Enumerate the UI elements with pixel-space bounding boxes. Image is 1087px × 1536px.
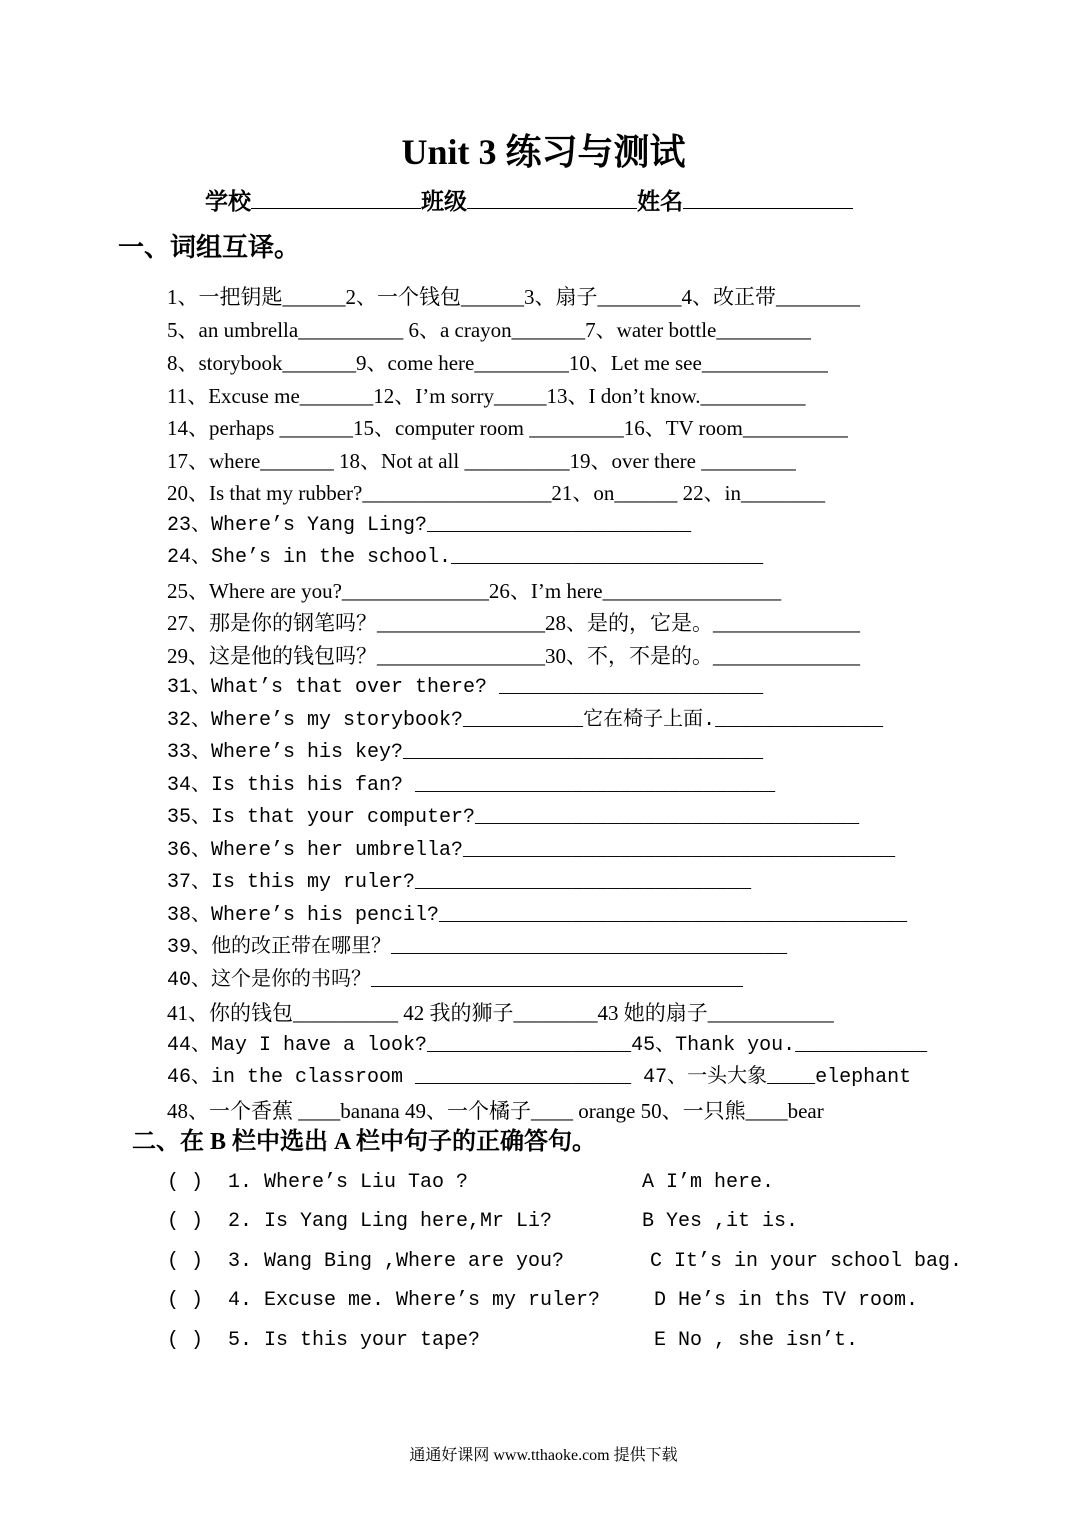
section2-heading: 二、在 B 栏中选出 A 栏中句子的正确答句。: [132, 1129, 597, 1155]
column-b-answer: D He’s in ths TV room.: [654, 1289, 919, 1312]
exercise-line: 1、一把钥匙______2、一个钱包______3、扇子________4、改正带________: [167, 285, 860, 309]
answer-paren[interactable]: ( ): [167, 1289, 204, 1312]
answer-paren[interactable]: ( ): [167, 1250, 204, 1273]
student-info-line: [205, 182, 905, 218]
column-a-sentence: 4. Excuse me. Where’s my ruler?: [228, 1289, 601, 1312]
footer-credit: 通通好课网 www.tthaoke.com 提供下载: [409, 1447, 678, 1464]
name-label: 姓名: [637, 189, 683, 214]
exercise-line: 38、Where’s his pencil?_______________________________________: [167, 904, 908, 927]
column-b-answer: C It’s in your school bag.: [650, 1250, 963, 1273]
exercise-line: 39、他的改正带在哪里？_________________________________: [167, 936, 788, 959]
exercise-line: 24、She’s in the school.__________________________: [167, 546, 764, 569]
column-b-answer: B Yes ,it is.: [642, 1210, 799, 1233]
exercise-line: 5、an umbrella__________ 6、a crayon_______7、water bottle_________: [167, 318, 811, 342]
exercise-line: 37、Is this my ruler?____________________________: [167, 871, 752, 894]
column-a-sentence: 5. Is this your tape?: [228, 1329, 481, 1352]
exercise-line: 27、那是你的钢笔吗？________________28、是的，它是。______________: [167, 611, 860, 635]
exercise-line: 46、in the classroom __________________ 47、一头大象____elephant: [167, 1066, 912, 1089]
column-b-answer: E No , she isn’t.: [654, 1329, 859, 1352]
section1-heading: 一、词组互译。: [118, 233, 301, 262]
exercise-line: 20、Is that my rubber?__________________21、on______ 22、in________: [167, 481, 825, 505]
exercise-line: 25、Where are you?______________26、I’m here_________________: [167, 579, 782, 603]
answer-paren[interactable]: ( ): [167, 1329, 204, 1352]
answer-paren[interactable]: ( ): [167, 1171, 204, 1194]
page-title: Unit 3 练习与测试: [401, 132, 686, 172]
exercise-line: 41、你的钱包__________ 42 我的狮子________43 她的扇子____________: [167, 1001, 834, 1025]
exercise-line: 31、What’s that over there? ______________________: [167, 676, 764, 699]
exercise-line: 14、perhaps _______15、computer room _________16、TV room__________: [167, 416, 848, 440]
exercise-line: 17、where_______ 18、Not at all __________19、over there _________: [167, 449, 796, 473]
exercise-line: 34、Is this his fan? ______________________________: [167, 774, 776, 797]
column-a-sentence: 3. Wang Bing ,Where are you?: [228, 1250, 565, 1273]
exercise-line: 29、这是他的钱包吗？________________30、不，不是的。______________: [167, 644, 860, 668]
exercise-line: 35、Is that your computer?________________________________: [167, 806, 860, 829]
exercise-line: 44、May I have a look?_________________45、Thank you.___________: [167, 1034, 928, 1057]
exercise-line: 11、Excuse me_______12、I’m sorry_____13、I don’t know.__________: [167, 384, 806, 408]
class-blank: [467, 182, 637, 209]
class-label: 班级: [421, 189, 467, 214]
exercise-line: 32、Where’s my storybook?__________它在椅子上面.______________: [167, 709, 884, 732]
school-label: 学校: [205, 189, 251, 214]
exercise-line: 8、storybook_______9、come here_________10、Let me see____________: [167, 351, 828, 375]
exercise-line: 33、Where’s his key?______________________________: [167, 741, 764, 764]
column-a-sentence: 1. Where’s Liu Tao ?: [228, 1171, 469, 1194]
school-blank: [251, 182, 421, 209]
name-blank: [683, 182, 853, 209]
answer-paren[interactable]: ( ): [167, 1210, 204, 1233]
exercise-line: 48、一个香蕉 ____banana 49、一个橘子____ orange 50、一只熊____bear: [167, 1099, 824, 1123]
exercise-line: 40、这个是你的书吗？_______________________________: [167, 969, 744, 992]
column-a-sentence: 2. Is Yang Ling here,Mr Li?: [228, 1210, 553, 1233]
column-b-answer: A I’m here.: [642, 1171, 775, 1194]
exercise-line: 23、Where’s Yang Ling?______________________: [167, 514, 692, 537]
exercise-line: 36、Where’s her umbrella?____________________________________: [167, 839, 896, 862]
